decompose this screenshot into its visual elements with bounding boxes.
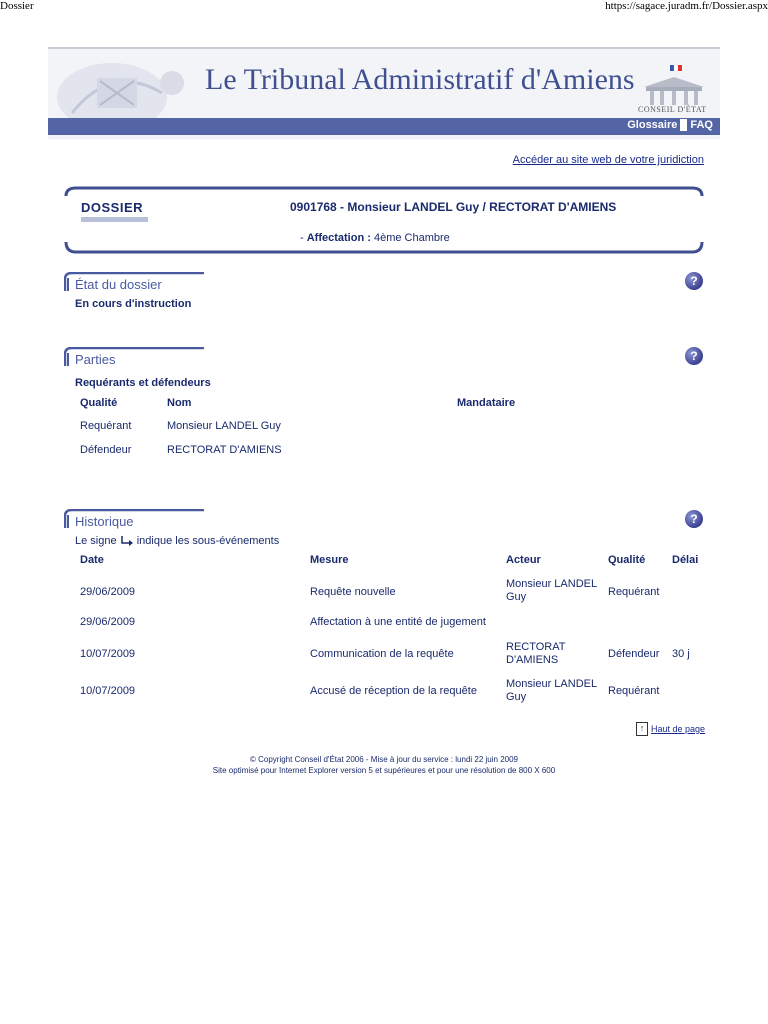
hist-row-mesure: Requête nouvelle bbox=[310, 586, 396, 598]
parties-col-mandataire: Mandataire bbox=[457, 397, 516, 409]
section-etat-title: État du dossier bbox=[75, 277, 162, 292]
dossier-label-bar bbox=[81, 217, 148, 222]
hist-row-qualite: Requérant bbox=[608, 685, 660, 697]
parties-col-qualite: Qualité bbox=[80, 397, 118, 409]
parties-row-qualite: Requérant bbox=[80, 420, 132, 432]
banner-title: Le Tribunal Administratif d'Amiens bbox=[205, 63, 635, 96]
section-historique-heading bbox=[64, 509, 204, 529]
sub-event-legend-suffix: indique les sous-événements bbox=[136, 535, 280, 547]
sub-event-arrow-icon bbox=[120, 535, 134, 547]
dossier-title: 0901768 - Monsieur LANDEL Guy / RECTORAT D'AMIENS bbox=[290, 200, 617, 214]
conseil-etat-building-icon bbox=[634, 57, 714, 107]
hist-row-qualite: Défendeur bbox=[608, 648, 660, 660]
section-parties-title: Parties bbox=[75, 352, 116, 367]
haut-de-page-link[interactable] bbox=[636, 722, 705, 736]
hist-col-date: Date bbox=[80, 554, 104, 566]
affectation-prefix: - bbox=[300, 232, 307, 244]
sub-event-legend bbox=[75, 535, 279, 547]
glossaire-link[interactable]: Glossaire bbox=[627, 119, 678, 131]
hist-row-date: 29/06/2009 bbox=[80, 616, 136, 628]
help-etat-icon[interactable]: ? bbox=[685, 272, 703, 290]
hist-row-mesure: Communication de la requête bbox=[310, 648, 454, 660]
site-juridiction-link[interactable]: Accéder au site web de votre juridiction bbox=[512, 154, 704, 166]
dossier-label: DOSSIER bbox=[81, 200, 144, 215]
hist-row-mesure: Accusé de réception de la requête bbox=[310, 685, 477, 697]
top-nav bbox=[624, 119, 716, 131]
hist-col-delai: Délai bbox=[672, 554, 699, 566]
hist-row-acteur: Monsieur LANDEL Guy bbox=[506, 678, 597, 703]
footer-copyright: © Copyright Conseil d'État 2006 - Mise à jour du service : lundi 22 juin 2009 bbox=[249, 755, 518, 764]
hist-row-mesure: Affectation à une entité de jugement bbox=[310, 616, 486, 628]
banner-strip bbox=[48, 118, 720, 135]
sub-event-legend-prefix: Le signe bbox=[75, 535, 117, 547]
parties-col-nom: Nom bbox=[167, 397, 192, 409]
site-banner bbox=[48, 47, 720, 139]
hist-row-date: 10/07/2009 bbox=[80, 685, 136, 697]
hist-row-qualite: Requérant bbox=[608, 586, 660, 598]
affectation-label: Affectation : bbox=[306, 232, 371, 244]
arrow-up-icon: ↑ bbox=[636, 722, 648, 736]
hist-col-mesure: Mesure bbox=[310, 554, 349, 566]
hist-row-date: 10/07/2009 bbox=[80, 648, 136, 660]
affectation-value: 4ème Chambre bbox=[373, 232, 450, 244]
section-parties-heading bbox=[64, 347, 204, 367]
etat-value: En cours d'instruction bbox=[75, 298, 192, 310]
browser-page-title: Dossier bbox=[0, 0, 34, 12]
hist-row-acteur: Monsieur LANDEL Guy bbox=[506, 578, 597, 603]
footer-optimised: Site optimisé pour Internet Explorer version 5 et supérieures et pour une résolution de 800 X 600 bbox=[212, 766, 556, 775]
section-historique-title: Historique bbox=[75, 514, 134, 529]
hist-col-qualite: Qualité bbox=[608, 554, 646, 566]
hist-row-delai: 30 j bbox=[672, 648, 690, 660]
hist-row-date: 29/06/2009 bbox=[80, 586, 136, 598]
conseil-etat-label: CONSEIL D'ÉTAT bbox=[638, 105, 707, 114]
dossier-box bbox=[64, 186, 704, 254]
haut-de-page-label: Haut de page bbox=[651, 724, 706, 734]
parties-row-nom: Monsieur LANDEL Guy bbox=[167, 420, 281, 432]
parties-row-qualite: Défendeur bbox=[80, 444, 132, 456]
section-etat-heading bbox=[64, 272, 204, 292]
help-parties-icon[interactable]: ? bbox=[685, 347, 703, 365]
help-historique-icon[interactable]: ? bbox=[685, 510, 703, 528]
affectation bbox=[300, 232, 450, 244]
faq-link[interactable]: FAQ bbox=[690, 119, 713, 131]
parties-subheading: Requérants et défendeurs bbox=[75, 377, 211, 389]
hist-row-acteur: RECTORAT D'AMIENS bbox=[506, 641, 566, 666]
hist-col-acteur: Acteur bbox=[506, 554, 541, 566]
browser-url: https://sagace.juradm.fr/Dossier.aspx bbox=[605, 0, 768, 12]
parties-row-nom: RECTORAT D'AMIENS bbox=[167, 444, 282, 456]
